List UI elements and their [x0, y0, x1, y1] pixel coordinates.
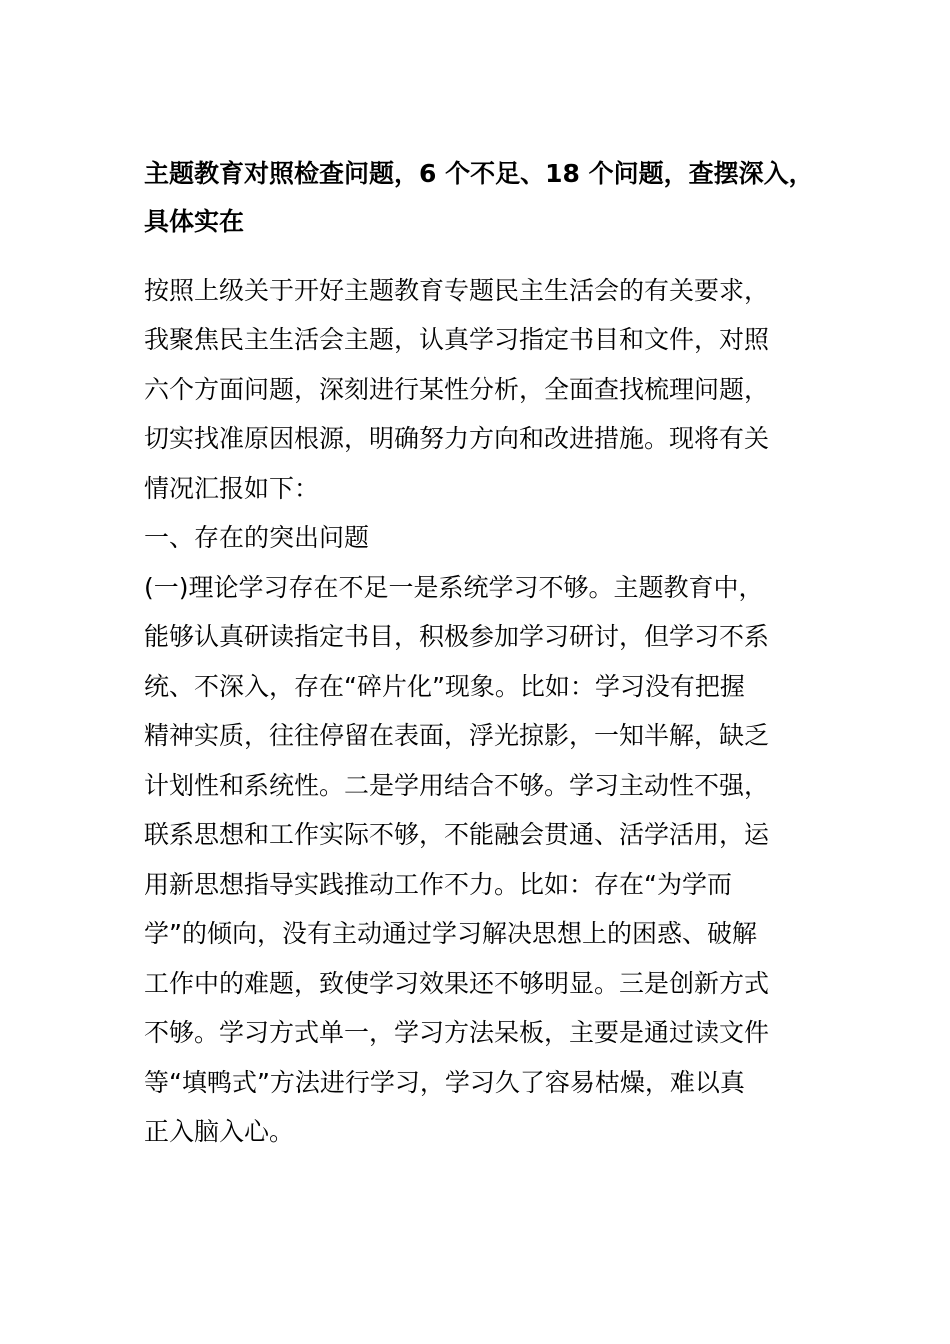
body-line-14: 学”的倾向，没有主动通过学习解决思想上的困惑、破解 — [144, 919, 757, 948]
body-line-9: 统、不深入，存在“碎片化”现象。比如：学习没有把握 — [144, 672, 745, 701]
body-line-5: 情况汇报如下： — [144, 474, 320, 503]
body-line-10: 精神实质，往往停留在表面，浮光掠影，一知半解，缺乏 — [144, 721, 770, 750]
body-line-4: 切实找准原因根源，明确努力方向和改进措施。现将有关 — [144, 424, 770, 453]
body-line-15: 工作中的难题，致使学习效果还不够明显。三是创新方式 — [144, 969, 770, 998]
body-line-1: 按照上级关于开好主题教育专题民主生活会的有关要求， — [144, 276, 770, 305]
body-line-3: 六个方面问题，深刻进行某性分析，全面查找梳理问题， — [144, 375, 770, 404]
body-line-18: 正入脑入心。 — [144, 1117, 295, 1146]
body-line-8: 能够认真研读指定书目，积极参加学习研讨，但学习不系 — [144, 622, 770, 651]
body-line-17: 等“填鸭式”方法进行学习，学习久了容易枯燥，难以真 — [144, 1068, 745, 1097]
document-title: 主题教育对照检查问题，6 个不足、18 个问题，查摆深入，具体实在 — [144, 159, 814, 236]
body-line-16: 不够。学习方式单一，学习方法呆板，主要是通过读文件 — [144, 1018, 770, 1047]
body-line-7: (一)理论学习存在不足一是系统学习不够。主题教育中， — [144, 573, 764, 602]
body-line-2: 我聚焦民主生活会主题，认真学习指定书目和文件，对照 — [144, 325, 770, 354]
body-line-11: 计划性和系统性。二是学用结合不够。学习主动性不强， — [144, 771, 770, 800]
body-line-13: 用新思想指导实践推动工作不力。比如：存在“为学而 — [144, 870, 732, 899]
section-heading: 一、存在的突出问题 — [144, 523, 370, 552]
body-line-12: 联系思想和工作实际不够，不能融会贯通、活学活用，运 — [144, 820, 770, 849]
